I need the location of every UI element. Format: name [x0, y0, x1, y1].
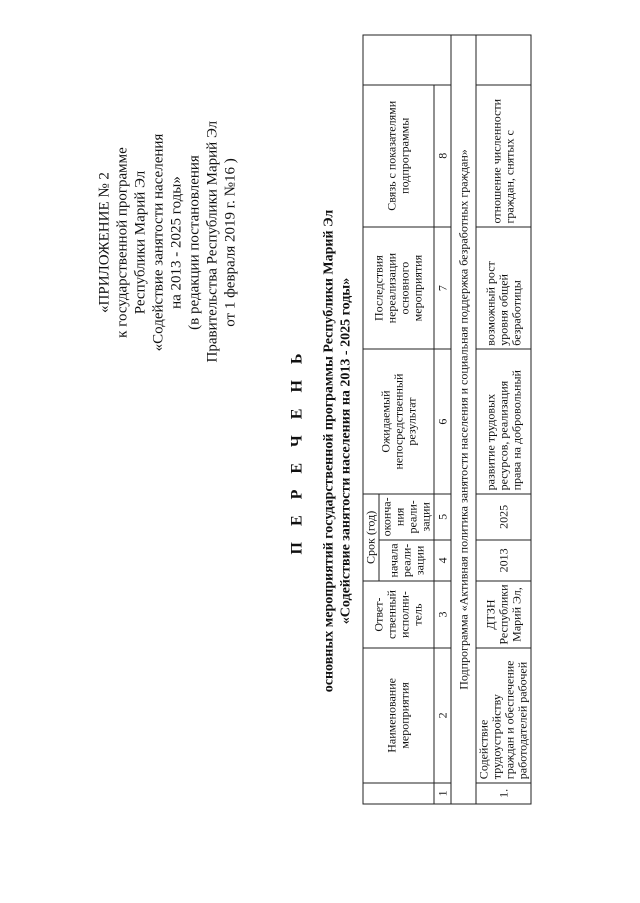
row-name: Содействие трудоустройству граждан и обеспечение работодателей рабочей — [476, 648, 531, 783]
row-executor: ДТЗН Республики Марий Эл, — [476, 581, 531, 648]
annex-line: «Содействие занятости населения — [150, 133, 167, 352]
header-num — [363, 783, 434, 804]
subprogram-row — [451, 35, 476, 804]
row-number: 1. — [476, 783, 531, 804]
column-number: 2 — [434, 648, 451, 783]
row-consequences: возможный рост уровня общей безработицы — [476, 227, 531, 349]
header-consequences: Последствия нереализации основного мероприятия — [363, 227, 434, 349]
column-number: 5 — [434, 494, 451, 540]
header-link: Связь с показателями подпрограммы — [363, 85, 434, 227]
row-link: отношение численности граждан, снятых с — [476, 85, 531, 227]
table-row — [476, 35, 531, 804]
column-number: 1 — [434, 783, 451, 804]
column-number: 8 — [434, 85, 451, 227]
column-number: 4 — [434, 540, 451, 581]
annex-line: Республики Марий Эл — [132, 170, 149, 315]
header-start: начала реали-зации — [379, 540, 434, 581]
column-number: 7 — [434, 227, 451, 349]
annex-line: от 1 февраля 2019 г. №16 ) — [222, 158, 239, 327]
title-block — [289, 0, 355, 903]
row-empty — [476, 35, 531, 85]
annex-line: (в редакции постановления — [186, 155, 203, 330]
document-subtitle-line2: «Содействие занятости населения на 2013 - 2025 годы» — [338, 277, 354, 625]
annex-block — [96, 120, 240, 363]
annex-line: на 2013 - 2025 годы» — [168, 176, 185, 309]
header-name: Наименование мероприятия — [363, 648, 434, 783]
document-page — [1, 0, 640, 903]
annex-line: Правительства Республики Марий Эл — [204, 120, 221, 363]
annex-line: к государственной программе — [114, 147, 131, 338]
column-number: 3 — [434, 581, 451, 648]
document-heading: П Е Р Е Ч Е Н Ь — [288, 347, 306, 555]
header-row — [363, 35, 379, 804]
subprogram-title: Подпрограмма «Активная политика занятости населения и социальная поддержка безработных граждан» — [451, 35, 476, 804]
header-executor: Ответ-ственный исполни-тель — [363, 581, 434, 648]
row-result: развитие трудовых ресурсов, реализация права на добровольный — [476, 349, 531, 494]
header-end: оконча-ния реали-зации — [379, 494, 434, 540]
row-end: 2025 — [476, 494, 531, 540]
measures-table — [363, 35, 532, 805]
annex-line: «ПРИЛОЖЕНИЕ № 2 — [96, 172, 113, 313]
header-term: Срок (год) — [363, 494, 379, 581]
header-result: Ожидаемый непосредственный результат — [363, 349, 434, 494]
header-empty — [363, 35, 451, 85]
document-subtitle-line1: основных мероприятий государственной программы Республики Марий Эл — [321, 209, 337, 693]
row-start: 2013 — [476, 540, 531, 581]
column-number: 6 — [434, 349, 451, 494]
column-number-row — [434, 35, 451, 804]
